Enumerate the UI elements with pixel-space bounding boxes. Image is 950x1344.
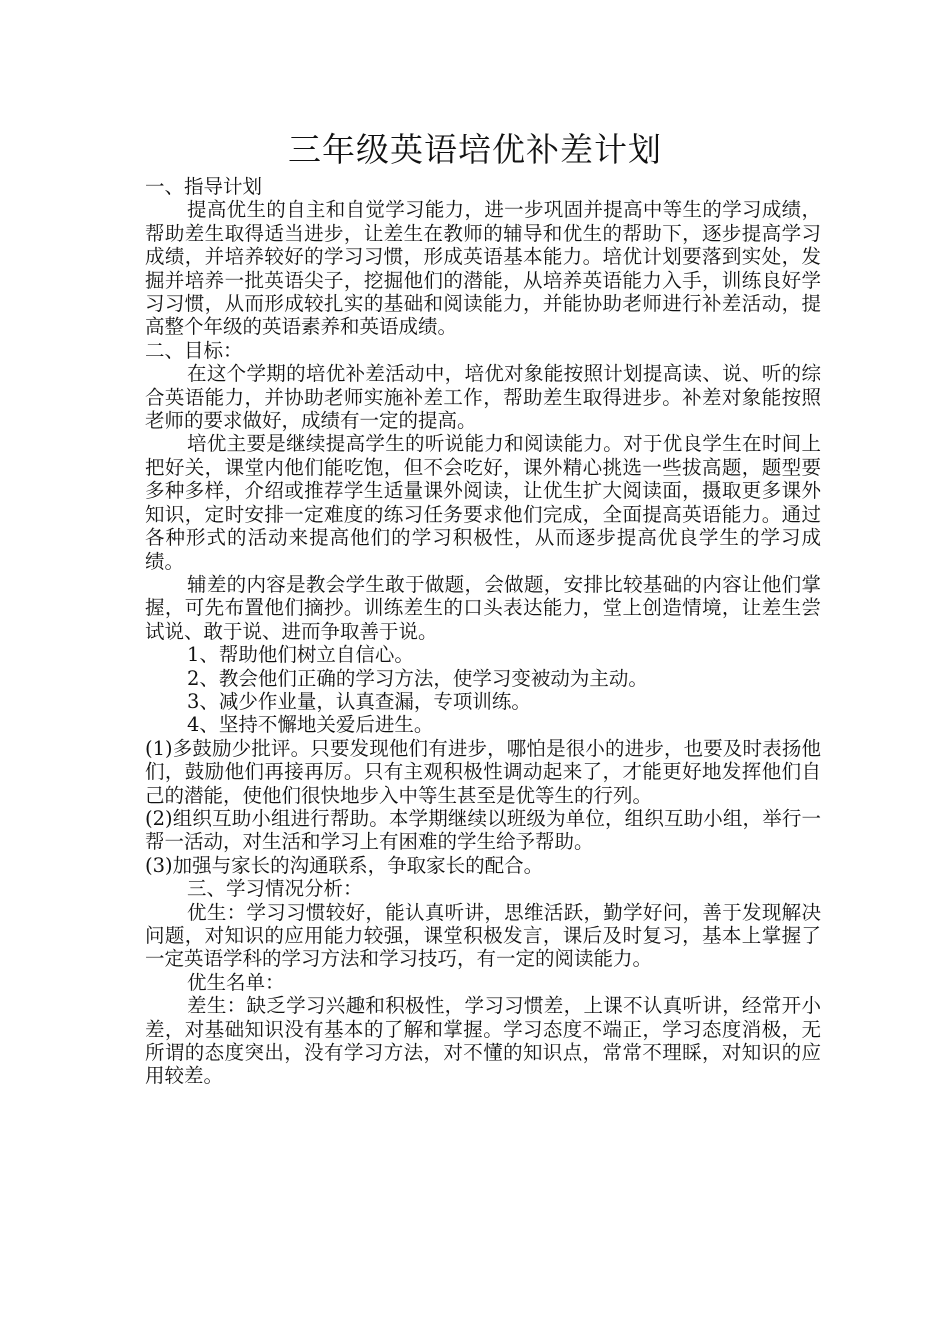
list-item: 3、减少作业量，认真查漏，专项训练。 <box>187 689 531 713</box>
section-heading-analysis: 三、学习情况分析： <box>187 877 363 901</box>
paragraph-guidance: 提高优生的自主和自觉学习能力，进一步巩固并提高中等生的学习成绩，帮助差生取得适当进步，让差生在教师的辅导和优生的帮助下，逐步提高学习成绩，并培养较好的学习习惯，形成英语基本能力。培优计划要落到实处，发掘并培养一批英语尖子，挖掘他们的潜能，从培养英语能力入手，训练良好学习习惯，从而形成较扎实的基础和阅读能力，并能协助老师进行补差活动，提高整个年级的英语素养和英语成绩。 <box>145 198 821 339</box>
list-item: 1、帮助他们树立自信心。 <box>187 643 414 667</box>
list-item: 2、教会他们正确的学习方法，使学习变被动为主动。 <box>187 666 648 690</box>
paragraph-top-students-analysis: 优生：学习习惯较好，能认真听讲，思维活跃，勤学好问，善于发现解决问题，对知识的应用能力较强，课堂积极发言，课后及时复习，基本上掌握了一定英语学科的学习方法和学习技巧，有一定的阅读能力。 <box>145 900 821 971</box>
paragraph-remedial: 辅差的内容是教会学生敢于做题，会做题，安排比较基础的内容让他们掌握，可先布置他们摘抄。训练差生的口头表达能力，堂上创造情境，让差生尝试说、敢于说、进而争取善于说。 <box>145 572 821 643</box>
document-body <box>145 175 821 1088</box>
list-item: 4、坚持不懈地关爱后进生。 <box>187 713 434 737</box>
sub-item: (2)组织互助小组进行帮助。本学期继续以班级为单位，组织互助小组，举行一帮一活动，对生活和学习上有困难的学生给予帮助。 <box>145 806 821 854</box>
section-heading-guidance: 一、指导计划 <box>145 175 263 198</box>
top-students-list-label: 优生名单： <box>187 970 285 994</box>
sub-item: (3)加强与家长的沟通联系，争取家长的配合。 <box>145 853 544 877</box>
section-heading-goals: 二、目标： <box>145 338 243 362</box>
sub-item: (1)多鼓励少批评。只要发现他们有进步，哪怕是很小的进步，也要及时表扬他们，鼓励他们再接再厉。只有主观积极性调动起来了，才能更好地发挥他们自己的潜能，使他们很快地步入中等生甚至是优等生的行列。 <box>145 736 821 807</box>
paragraph-goals: 在这个学期的培优补差活动中，培优对象能按照计划提高读、说、听的综合英语能力，并协助老师实施补差工作，帮助差生取得进步。补差对象能按照老师的要求做好，成绩有一定的提高。 <box>145 362 821 433</box>
document-title: 三年级英语培优补差计划 <box>288 130 662 169</box>
paragraph-top-students: 培优主要是继续提高学生的听说能力和阅读能力。对于优良学生在时间上把好关，课堂内他们能吃饱，但不会吃好，课外精心挑选一些拔高题，题型要多种多样，介绍或推荐学生适量课外阅读，让优生扩大阅读面，摄取更多课外知识，定时安排一定难度的练习任务要求他们完成，全面提高英语能力。通过各种形式的活动来提高他们的学习积极性，从而逐步提高优良学生的学习成绩。 <box>145 432 821 573</box>
paragraph-weak-students-analysis: 差生：缺乏学习兴趣和积极性，学习习惯差，上课不认真听讲，经常开小差，对基础知识没有基本的了解和掌握。学习态度不端正，学习态度消极，无所谓的态度突出，没有学习方法，对不懂的知识点，常常不理睬，对知识的应用较差。 <box>145 994 821 1088</box>
